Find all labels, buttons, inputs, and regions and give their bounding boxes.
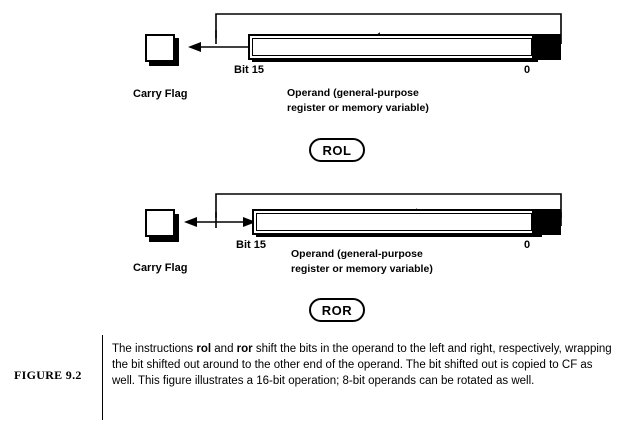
rol-operand-inner <box>252 38 532 56</box>
caption-divider <box>102 335 103 420</box>
ror-carry-flag-box <box>145 209 175 237</box>
rol-carry-flag-label: Carry Flag <box>133 88 188 100</box>
rol-mnemonic-text: ROL <box>322 143 352 158</box>
caption-line1-mid: and <box>211 343 237 355</box>
caption-line1-pre: The instructions <box>112 343 197 355</box>
caption-line3: copied to CF as well. This figure illustrates a 16-bit operation; 8-bit operands can be <box>112 359 593 387</box>
rol-operand-caption-line2: register or memory variable) <box>287 102 429 114</box>
ror-operand-caption-line2: register or memory variable) <box>291 263 433 275</box>
caption-line1-post: shift the bits in the operand to the left and right, respectively, <box>252 343 562 355</box>
ror-operand-caption-line1: Operand (general-purpose <box>291 248 423 260</box>
ror-operand-right-fill <box>532 211 559 233</box>
ror-operand-inner <box>256 213 532 231</box>
ror-mnemonic-badge <box>309 298 365 322</box>
ror-bit0-label: 0 <box>524 239 531 251</box>
ror-carry-flag-label: Carry Flag <box>133 262 188 274</box>
caption-rol-mnemonic: rol <box>196 343 212 355</box>
rol-bit0-label: 0 <box>524 64 531 76</box>
ror-bit15-label: Bit 15 <box>236 239 266 251</box>
caption-line4: rotated as well. <box>457 375 535 387</box>
caption-ror-mnemonic: ror <box>236 343 253 355</box>
ror-mnemonic-text: ROR <box>321 303 353 318</box>
rol-operand-right-fill <box>532 36 559 58</box>
rol-bit15-label: Bit 15 <box>234 64 264 76</box>
figure-caption <box>112 341 612 389</box>
rol-mnemonic-badge <box>309 138 365 162</box>
caption-line2: wrapping the bit shifted out around to the other end of the operand. The bit shifted out is <box>112 343 612 371</box>
rol-operand-caption-line1: Operand (general-purpose <box>287 87 419 99</box>
figure-number-label: FIGURE 9.2 <box>14 368 82 382</box>
rol-carry-flag-box <box>145 34 175 62</box>
